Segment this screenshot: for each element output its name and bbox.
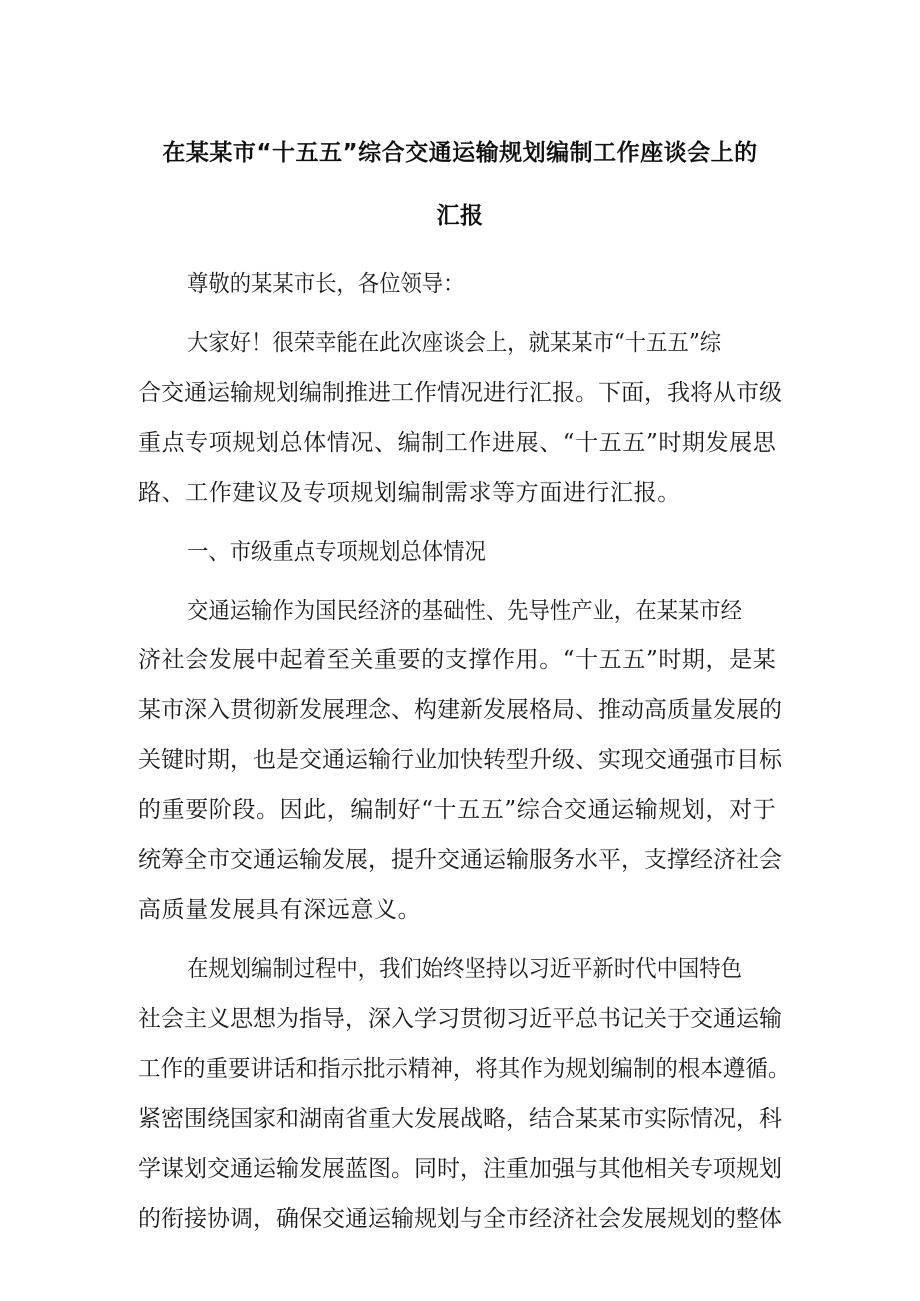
paragraph-3-line-3: 工作的重要讲话和指示批示精神，将其作为规划编制的根本遵循。 bbox=[138, 1056, 791, 1082]
paragraph-2-line-3: 某市深入贯彻新发展理念、构建新发展格局、推动高质量发展的 bbox=[138, 697, 782, 723]
paragraph-2-line-4: 关键时期，也是交通运输行业加快转型升级、实现交通强市目标 bbox=[138, 747, 782, 773]
paragraph-3-line-4: 紧密围绕国家和湖南省重大发展战略，结合某某市实际情况，科 bbox=[138, 1106, 782, 1132]
paragraph-3-line-6: 的衔接协调，确保交通运输规划与全市经济社会发展规划的整体 bbox=[138, 1206, 782, 1232]
paragraph-2-line-5: 的重要阶段。因此，编制好“十五五”综合交通运输规划，对于 bbox=[138, 797, 777, 823]
section-heading-1: 一、市级重点专项规划总体情况 bbox=[187, 539, 486, 565]
document-title-line-2: 汇报 bbox=[436, 203, 484, 229]
paragraph-1-line-3: 重点专项规划总体情况、编制工作进展、“十五五”时期发展思 bbox=[138, 430, 777, 456]
paragraph-1-line-4: 路、工作建议及专项规划编制需求等方面进行汇报。 bbox=[138, 480, 681, 506]
document-title-line-1: 在某某市“十五五”综合交通运输规划编制工作座谈会上的 bbox=[162, 140, 758, 166]
paragraph-2-line-7: 高质量发展具有深远意义。 bbox=[138, 897, 422, 923]
paragraph-2-line-1: 交通运输作为国民经济的基础性、先导性产业，在某某市经 bbox=[187, 598, 742, 624]
paragraph-2-line-2: 济社会发展中起着至关重要的支撑作用。“十五五”时期，是某 bbox=[138, 647, 777, 673]
paragraph-1-line-1: 大家好！很荣幸能在此次座谈会上，就某某市“十五五”综 bbox=[187, 330, 722, 356]
salutation: 尊敬的某某市长，各位领导： bbox=[187, 271, 465, 297]
paragraph-3-line-1: 在规划编制过程中，我们始终坚持以习近平新时代中国特色 bbox=[187, 956, 742, 982]
paragraph-3-line-5: 学谋划交通运输发展蓝图。同时，注重加强与其他相关专项规划 bbox=[138, 1156, 782, 1182]
paragraph-2-line-6: 统筹全市交通运输发展，提升交通运输服务水平，支撑经济社会 bbox=[138, 847, 782, 873]
paragraph-3-line-2: 社会主义思想为指导，深入学习贯彻习近平总书记关于交通运输 bbox=[138, 1006, 782, 1032]
paragraph-1-line-2: 合交通运输规划编制推进工作情况进行汇报。下面，我将从市级 bbox=[138, 380, 782, 406]
